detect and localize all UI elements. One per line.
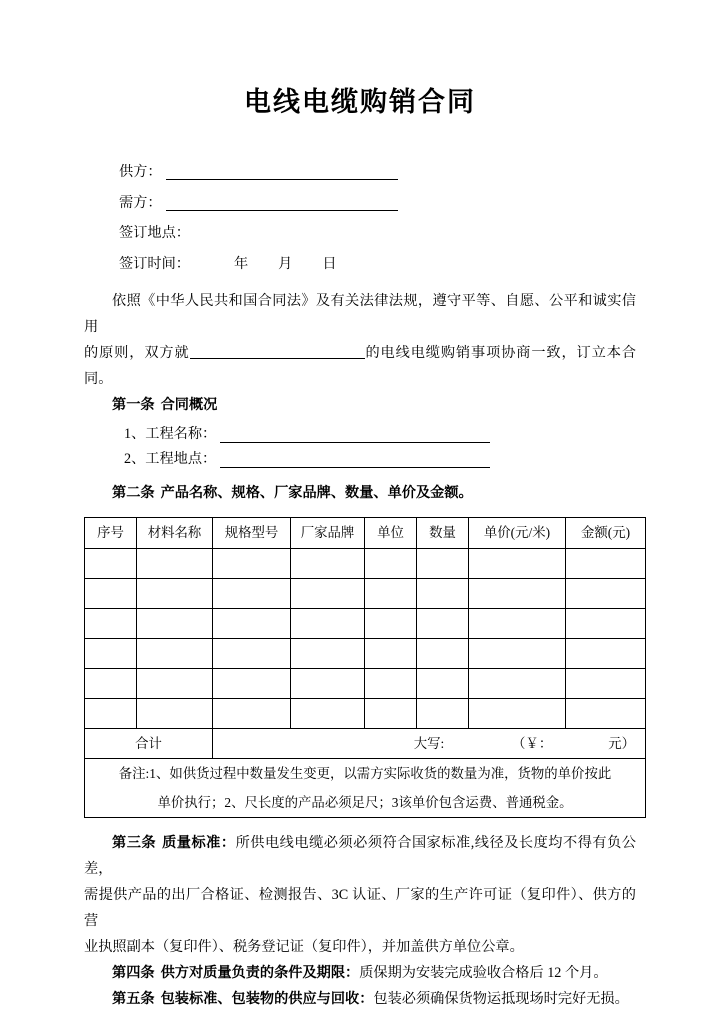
column-header-quantity: 数量 [417,517,469,548]
cell-amount[interactable] [566,668,646,698]
cell-quantity[interactable] [417,668,469,698]
total-currency-group [512,729,635,758]
cell-amount[interactable] [566,638,646,668]
cell-amount[interactable] [566,548,646,578]
note-line-2: 单价执行；2、尺长度的产品必须足尺；3该单价包含运费、普通税金。 [157,794,573,810]
column-header-amount: 金额(元) [566,517,646,548]
cell-unit-price[interactable] [469,548,566,578]
article-3-paragraph [84,830,636,882]
project-location-input-rule[interactable] [220,452,490,468]
cell-material-name[interactable] [137,578,213,608]
cell-quantity[interactable] [417,548,469,578]
cell-material-name[interactable] [137,548,213,578]
article-5-body: 包装必须确保货物运抵现场时完好无损。 [373,990,629,1007]
supplier-label: 供方： [119,163,162,180]
cell-unit-price[interactable] [469,608,566,638]
cell-quantity[interactable] [417,698,469,728]
sign-time-label: 签订时间： [119,256,190,272]
table-row[interactable] [85,548,646,578]
column-header-spec-model: 规格型号 [213,517,291,548]
cell-amount[interactable] [566,608,646,638]
buyer-field-row [84,195,636,211]
cell-unit[interactable] [365,668,417,698]
project-name-row [84,427,636,443]
cell-unit-price[interactable] [469,668,566,698]
cell-unit[interactable] [365,698,417,728]
cell-quantity[interactable] [417,608,469,638]
cell-quantity[interactable] [417,578,469,608]
total-currency-prefix: （￥： [512,735,553,751]
preamble-line2-after: 的电线电缆购销事项协商一致，订立本合同。 [84,344,636,387]
column-header-index: 序号 [85,517,137,548]
sign-time-year-unit: 年 [233,256,249,272]
column-header-material-name: 材料名称 [137,517,213,548]
article-2-heading [84,480,636,506]
cell-unit[interactable] [365,638,417,668]
total-currency-suffix: 元） [608,735,635,751]
article-5-paragraph [84,986,636,1012]
table-note-row [85,758,646,817]
cell-material-name[interactable] [137,608,213,638]
table-total-row [85,728,646,758]
cell-unit[interactable] [365,578,417,608]
preamble-line-2 [84,340,636,392]
contract-subject-blank[interactable] [190,344,365,359]
sign-place-label: 签订地点： [119,225,190,242]
cell-index[interactable] [85,668,137,698]
cell-unit[interactable] [365,548,417,578]
total-uppercase-cell[interactable] [213,728,646,758]
buyer-label: 需方： [119,194,162,211]
cell-spec-model[interactable] [213,578,291,608]
cell-quantity[interactable] [417,638,469,668]
sign-place-row [84,226,636,242]
page-title: 电线电缆购销合同 [244,87,476,117]
article-3-number: 第三条 [112,834,157,851]
article-4-body: 质保期为安装完成验收合格后 12 个月。 [359,964,608,981]
column-header-unit: 单位 [365,517,417,548]
cell-spec-model[interactable] [213,548,291,578]
sign-time-row [84,257,636,273]
article-3-body-line-3: 业执照副本（复印件）、税务登记证（复印件），并加盖供方单位公章。 [84,938,524,955]
cell-unit-price[interactable] [469,578,566,608]
table-row[interactable] [85,608,646,638]
cell-spec-model[interactable] [213,668,291,698]
article-4-title: 供方对质量负责的条件及期限： [160,964,360,981]
cell-manufacturer-brand[interactable] [291,668,365,698]
article-5-number: 第五条 [112,990,155,1007]
cell-spec-model[interactable] [213,698,291,728]
article-3-block [84,830,636,960]
column-header-manufacturer-brand: 厂家品牌 [291,517,365,548]
cell-unit-price[interactable] [469,638,566,668]
preamble-line-1: 依照《中华人民共和国合同法》及有关法律法规，遵守平等、自愿、公平和诚实信用 [84,292,636,335]
cell-unit-price[interactable] [469,698,566,728]
cell-index[interactable] [85,548,137,578]
document-body [84,118,636,1011]
cell-manufacturer-brand[interactable] [291,608,365,638]
cell-manufacturer-brand[interactable] [291,698,365,728]
article-3-title: 质量标准： [162,834,236,851]
table-note-cell [85,758,646,817]
article-4-paragraph [84,960,636,986]
article-1-heading [84,392,636,418]
cell-material-name[interactable] [137,638,213,668]
table-row[interactable] [85,668,646,698]
product-table [84,517,646,818]
cell-unit[interactable] [365,608,417,638]
total-label-cell: 合计 [85,728,213,758]
article-1-title: 合同概况 [160,396,218,413]
product-table-wrapper [84,517,636,818]
article-2-number: 第二条 [112,484,155,501]
cell-amount[interactable] [566,578,646,608]
article-1-number: 第一条 [112,396,155,413]
project-name-input-rule[interactable] [220,427,490,443]
cell-index[interactable] [85,578,137,608]
article-3-body-line-2: 需提供产品的出厂合格证、检测报告、3C 认证、厂家的生产许可证（复印件）、供方的营 [84,886,636,929]
article-3-body-line-1: 所供电线电缆必须必须符合国家标准,线径及长度均不得有负公差， [84,834,636,877]
note-line-1: 备注:1、如供货过程中数量发生变更，以需方实际收货的数量为准，货物的单价按此 [118,765,612,781]
column-header-unit-price: 单价(元/米) [469,517,566,548]
product-table-header-row [85,517,646,548]
sign-time-month-unit: 月 [278,256,293,272]
table-row[interactable] [85,638,646,668]
supplier-field-row [84,164,636,180]
cell-spec-model[interactable] [213,638,291,668]
cell-manufacturer-brand[interactable] [291,638,365,668]
article-2-title: 产品名称、规格、厂家品牌、数量、单价及金额。 [160,484,473,501]
cell-manufacturer-brand[interactable] [291,578,365,608]
cell-amount[interactable] [566,698,646,728]
cell-index[interactable] [85,608,137,638]
cell-index[interactable] [85,638,137,668]
project-name-label: 1、工程名称： [124,426,217,442]
cell-material-name[interactable] [137,698,213,728]
total-uppercase-label: 大写: [413,735,445,751]
project-location-row [84,452,636,468]
supplier-input-rule[interactable] [166,164,398,180]
product-table-body [85,548,646,817]
cell-spec-model[interactable] [213,608,291,638]
table-row[interactable] [85,698,646,728]
sign-time-day-unit: 日 [322,256,337,272]
cell-manufacturer-brand[interactable] [291,548,365,578]
buyer-input-rule[interactable] [166,195,398,211]
article-5-title: 包装标准、包装物的供应与回收： [160,990,374,1007]
cell-material-name[interactable] [137,668,213,698]
project-location-label: 2、工程地点： [124,451,217,467]
preamble-line2-before: 的原则，双方就 [84,344,190,361]
cell-index[interactable] [85,698,137,728]
table-row[interactable] [85,578,646,608]
article-4-number: 第四条 [112,964,155,981]
